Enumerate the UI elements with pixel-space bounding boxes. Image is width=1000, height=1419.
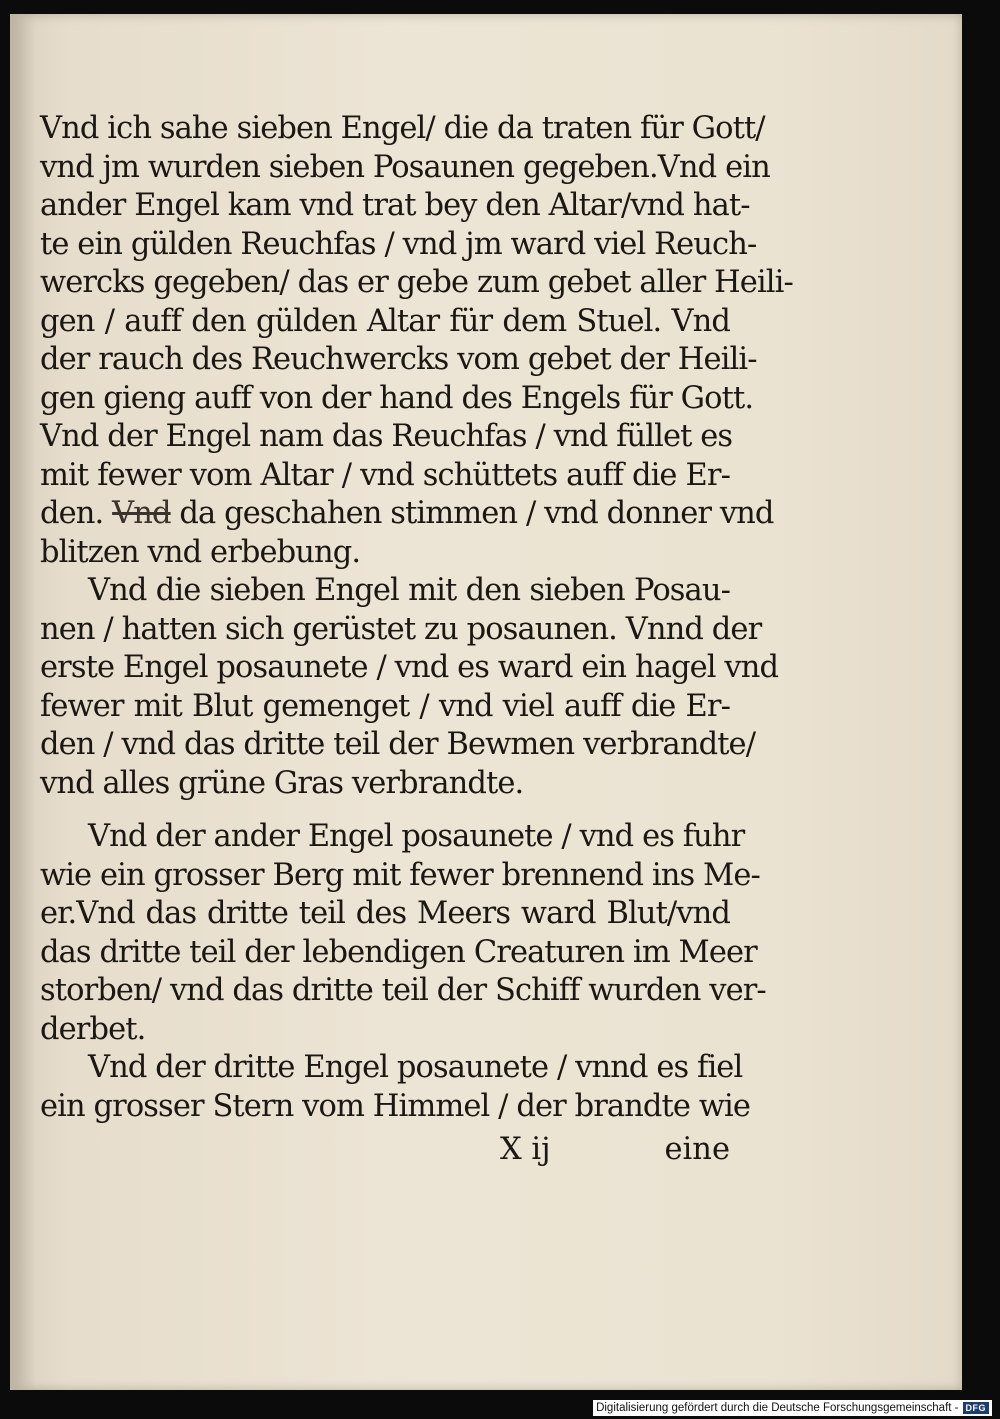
paragraph-2 [40,572,779,803]
dfg-logo-icon: DFG [963,1402,990,1414]
text-segment: da geschahen stimmen / vnd donner vnd [179,496,774,531]
text-line: vnd alles grüne Gras verbrandte. [40,765,524,801]
text-line: vnd jm wurden sieben Posaunen gegeben.Vnd ein [40,149,770,185]
text-line: fewer mit Blut gemenget / vnd viel auff die Er- [40,688,730,724]
text-line: nen / hatten sich gerüstet zu posaunen. Vnnd der [40,611,762,647]
text-line: er.Vnd das dritte teil des Meers ward Blut/vnd [40,896,730,931]
signature-mark: X ij [500,1132,551,1167]
text-line: Vnd der ander Engel posaunete / vnd es fuhr [88,819,745,854]
text-line: erste Engel posaunete / vnd es ward ein hagel vnd [40,650,779,685]
text-line: Vnd ich sahe sieben Engel/ die da traten für Gott/ [40,111,765,146]
page-text [40,110,793,1126]
text-line: ein grosser Stern vom Himmel / der brandte wie [40,1088,751,1124]
text-line: den / vnd das dritte teil der Bewmen verbrandte/ [40,727,756,762]
text-line: das dritte teil der lebendigen Creaturen im Meer [40,934,757,970]
page-footer [40,1132,730,1172]
catchword: eine [664,1132,730,1167]
funding-notice-text: Digitalisierung gefördert durch die Deutsche Forschungsgemeinschaft - [596,1402,959,1414]
text-line: der rauch des Reuchwercks vom gebet der Heili- [40,342,757,377]
book-page [10,14,962,1390]
text-line: gen / auff den gülden Altar für dem Stuel. Vnd [40,303,730,339]
paragraph-gap [40,803,730,818]
text-line: Vnd die sieben Engel mit den sieben Posau- [88,573,730,608]
paragraph-1 [40,110,793,572]
text-line: derbet. [40,1011,146,1047]
struck-word: Vnd [112,496,171,531]
paragraph-3 [40,818,766,1049]
text-line: wercks gegeben/ das er gebe zum gebet aller Heili- [40,265,793,300]
text-line: Vnd der Engel nam das Reuchfas / vnd füllet es [40,419,733,454]
text-line: storben/ vnd das dritte teil der Schiff wurden ver- [40,973,766,1008]
text-segment: den. [40,496,104,531]
text-line: gen gieng auff von der hand des Engels für Gott. [40,380,754,416]
text-line: wie ein grosser Berg mit fewer brennend ins Me- [40,857,760,893]
funding-notice [593,1400,992,1416]
paragraph-4 [40,1049,751,1126]
text-line: mit fewer vom Altar / vnd schüttets auff die Er- [40,457,730,493]
text-line: ander Engel kam vnd trat bey den Altar/vnd hat- [40,188,750,223]
text-line: te ein gülden Reuchfas / vnd jm ward viel Reuch- [40,226,757,262]
text-line: Vnd der dritte Engel posaunete / vnnd es fiel [88,1050,743,1085]
text-line-with-strikethrough [40,495,774,534]
text-line: blitzen vnd erbebung. [40,534,361,570]
